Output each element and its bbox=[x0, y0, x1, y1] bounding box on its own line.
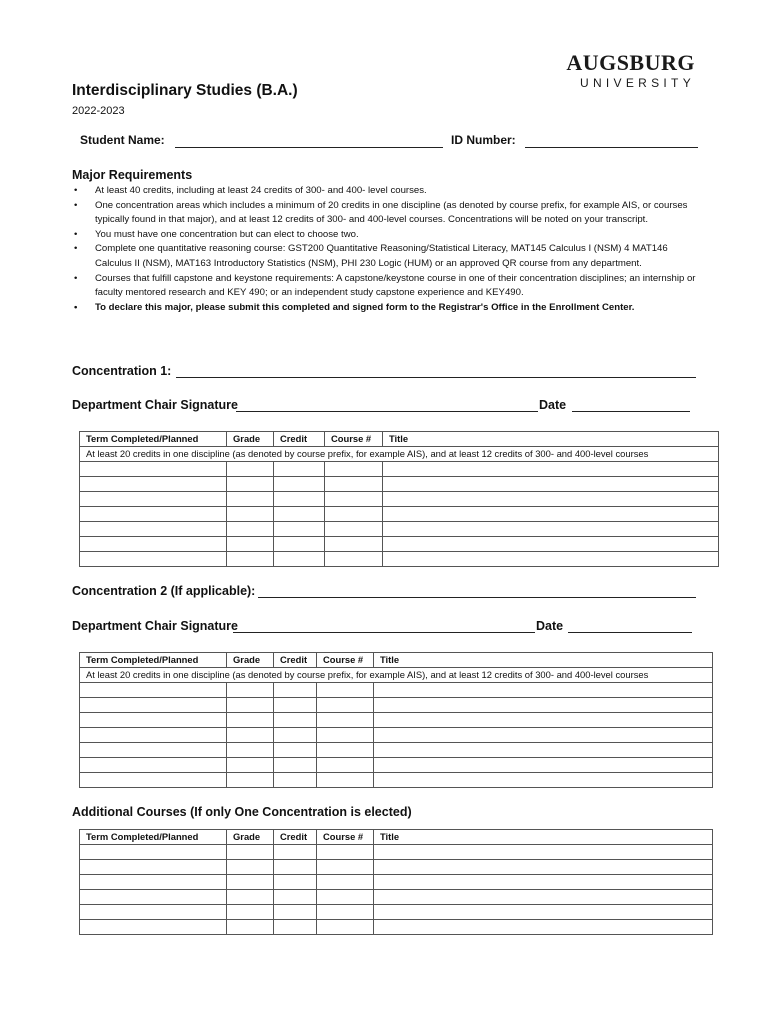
chair-signature-1-field[interactable] bbox=[236, 411, 538, 412]
concentration-2-field[interactable] bbox=[258, 597, 696, 598]
additional-courses-heading: Additional Courses (If only One Concentration is elected) bbox=[72, 805, 412, 819]
concentration-2-table bbox=[79, 652, 713, 788]
list-item: • To declare this major, please submit this completed and signed form to the Registrar's Office in the Enrollment Center. bbox=[74, 301, 635, 313]
col-grade: Grade bbox=[227, 653, 274, 668]
student-name-field[interactable] bbox=[175, 147, 443, 148]
table-row[interactable] bbox=[80, 492, 719, 507]
chair-signature-2-field[interactable] bbox=[233, 632, 535, 633]
table-row[interactable] bbox=[80, 728, 713, 743]
col-term: Term Completed/Planned bbox=[80, 653, 227, 668]
col-grade: Grade bbox=[227, 432, 274, 447]
concentration-1-label: Concentration 1: bbox=[72, 364, 172, 378]
table-row[interactable] bbox=[80, 462, 719, 477]
major-requirements-heading: Major Requirements bbox=[72, 168, 193, 182]
list-item: • At least 40 credits, including at least 24 credits of 300- and 400- level courses. bbox=[74, 185, 427, 196]
col-title: Title bbox=[383, 432, 719, 447]
date-1-field[interactable] bbox=[572, 411, 690, 412]
list-item: • Courses that fulfill capstone and keystone requirements: A capstone/keystone course in one of their concentration disciplines; an internship or faculty mentored research and KEY 490; or an independent study capstone experience and KEY490. bbox=[74, 272, 696, 299]
table-row[interactable] bbox=[80, 537, 719, 552]
date-label: Date bbox=[536, 619, 564, 633]
date-label: Date bbox=[539, 398, 567, 412]
chair-signature-1-row bbox=[72, 398, 696, 416]
table-note: At least 20 credits in one discipline (as denoted by course prefix, for example AIS), and at least 12 credits of 300- and 400-level courses bbox=[80, 447, 719, 462]
table-row[interactable] bbox=[80, 845, 713, 860]
table-note-row bbox=[80, 447, 719, 462]
concentration-2-row bbox=[72, 584, 696, 602]
table-row[interactable] bbox=[80, 920, 713, 935]
table-header-row bbox=[80, 830, 713, 845]
table-row[interactable] bbox=[80, 773, 713, 788]
table-row[interactable] bbox=[80, 698, 713, 713]
concentration-1-row bbox=[72, 364, 696, 382]
col-term: Term Completed/Planned bbox=[80, 830, 227, 845]
logo-subtitle: UNIVERSITY bbox=[579, 76, 695, 90]
academic-year: 2022-2023 bbox=[72, 105, 125, 117]
col-credit: Credit bbox=[274, 432, 325, 447]
table-row[interactable] bbox=[80, 875, 713, 890]
table-row[interactable] bbox=[80, 743, 713, 758]
table-row[interactable] bbox=[80, 890, 713, 905]
concentration-1-table bbox=[79, 431, 719, 567]
id-number-field[interactable] bbox=[525, 147, 698, 148]
chair-signature-label: Department Chair Signature bbox=[72, 619, 239, 633]
additional-courses-table bbox=[79, 829, 713, 935]
student-name-label: Student Name: bbox=[80, 133, 165, 147]
col-course: Course # bbox=[325, 432, 383, 447]
table-row[interactable] bbox=[80, 758, 713, 773]
table-row[interactable] bbox=[80, 552, 719, 567]
col-term: Term Completed/Planned bbox=[80, 432, 227, 447]
chair-signature-label: Department Chair Signature bbox=[72, 398, 239, 412]
col-title: Title bbox=[374, 830, 713, 845]
date-2-field[interactable] bbox=[568, 632, 692, 633]
table-row[interactable] bbox=[80, 522, 719, 537]
id-number-label: ID Number: bbox=[451, 133, 516, 147]
table-header-row bbox=[80, 432, 719, 447]
table-row[interactable] bbox=[80, 477, 719, 492]
table-row[interactable] bbox=[80, 713, 713, 728]
student-info-row bbox=[80, 133, 700, 151]
chair-signature-2-row bbox=[72, 619, 696, 637]
requirements-list bbox=[72, 184, 702, 315]
list-item: • Complete one quantitative reasoning course: GST200 Quantitative Reasoning/Statistical Literacy, MAT145 Calculus I (NSM) 4 MAT146 Calculus II (NSM), MAT163 Introductory Statistics (NSM), PHI 230 Logic (HUM) or an approved QR course from any department. bbox=[74, 243, 668, 269]
col-course: Course # bbox=[317, 653, 374, 668]
table-row[interactable] bbox=[80, 860, 713, 875]
university-logo bbox=[560, 52, 695, 90]
col-credit: Credit bbox=[274, 653, 317, 668]
table-header-row bbox=[80, 653, 713, 668]
table-note-row bbox=[80, 668, 713, 683]
concentration-2-label: Concentration 2 (If applicable): bbox=[72, 584, 256, 598]
list-item: • One concentration areas which includes a minimum of 20 credits in one discipline (as denoted by course prefix, for example AIS, or courses typically found in that major), and at least 12 credits of 300- and 400-level courses. Concentrations will be noted on your transcript. bbox=[74, 199, 688, 226]
col-credit: Credit bbox=[274, 830, 317, 845]
table-row[interactable] bbox=[80, 905, 713, 920]
col-grade: Grade bbox=[227, 830, 274, 845]
table-row[interactable] bbox=[80, 683, 713, 698]
table-row[interactable] bbox=[80, 507, 719, 522]
page-title: Interdisciplinary Studies (B.A.) bbox=[72, 82, 298, 99]
concentration-1-field[interactable] bbox=[176, 377, 696, 378]
logo-wordmark: AUGSBURG bbox=[566, 50, 695, 75]
col-course: Course # bbox=[317, 830, 374, 845]
col-title: Title bbox=[374, 653, 713, 668]
table-note: At least 20 credits in one discipline (as denoted by course prefix, for example AIS), and at least 12 credits of 300- and 400-level courses bbox=[80, 668, 713, 683]
list-item: • You must have one concentration but can elect to choose two. bbox=[74, 228, 359, 240]
